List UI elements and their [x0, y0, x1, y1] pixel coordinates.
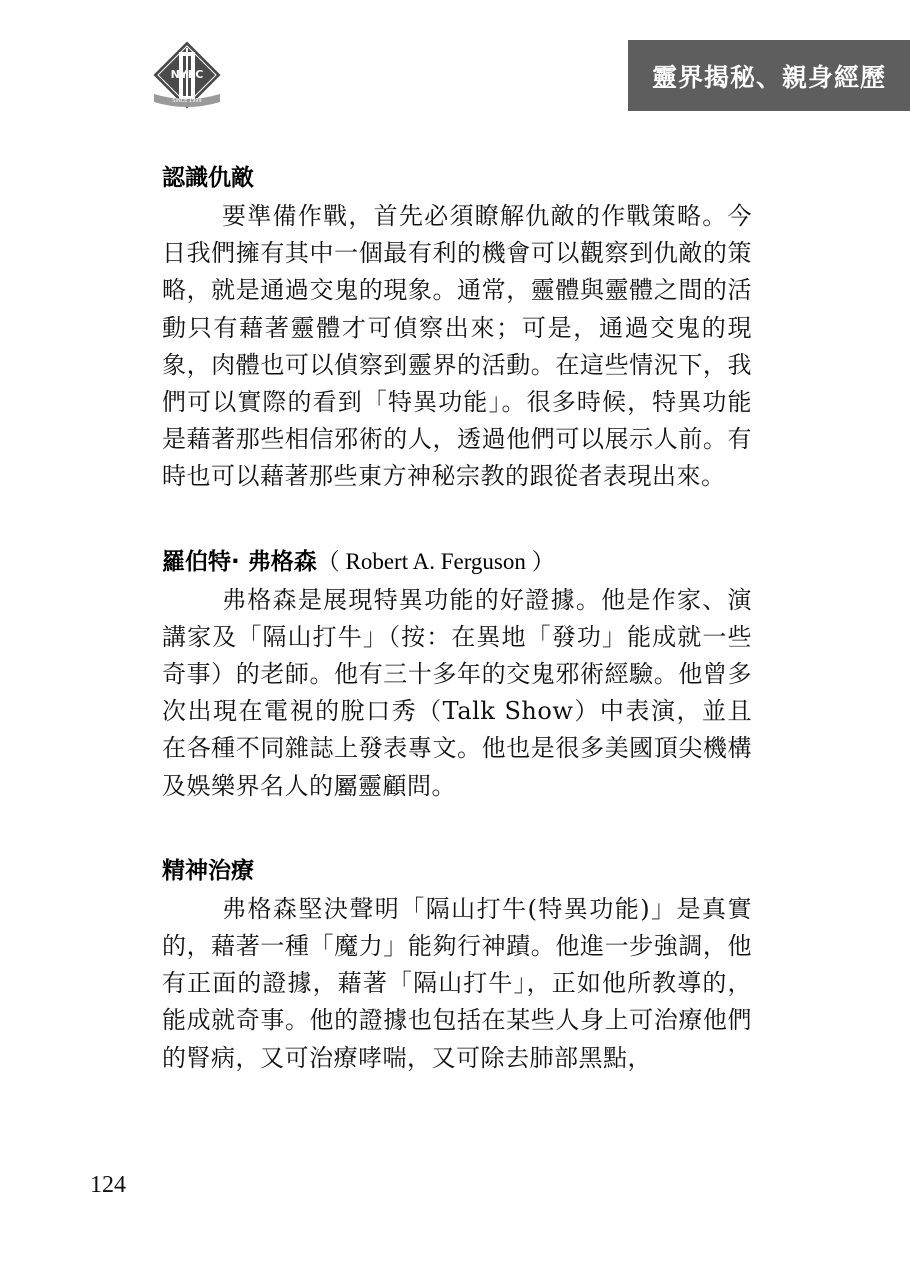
- section-body: 弗格森是展現特異功能的好證據。他是作家、演講家及「隔山打牛」（按：在異地「發功」能成就一些奇事）的老師。他有三十多年的交鬼邪術經驗。他曾多次出現在電視的脫口秀（Talk Show）中表演，並且在各種不同雜誌上發表專文。他也是很多美國頂尖機構及娛樂界名人的屬靈顧問。: [162, 585, 752, 800]
- nyec-logo: [148, 38, 226, 110]
- section-heading: 認識仇敵: [162, 165, 254, 191]
- section-know-enemy: [162, 158, 752, 496]
- page-number: 124: [90, 1172, 126, 1198]
- svg-text:NYEC: NYEC: [170, 68, 204, 81]
- section-body: 弗格森堅決聲明「隔山打牛(特異功能)」是真實的，藉著一種「魔力」能夠行神蹟。他進一步強調，他有正面的證據，藉著「隔山打牛」，正如他所教導的，能成就奇事。他的證據也包括在某些人身上可治療他們的腎病，又可治療哮喘，又可除去肺部黑點，: [162, 894, 752, 1072]
- section-body: 要準備作戰，首先必須瞭解仇敵的作戰策略。今日我們擁有其中一個最有利的機會可以觀察到仇敵的策略，就是通過交鬼的現象。通常，靈體與靈體之間的活動只有藉著靈體才可偵察出來；可是，通過交鬼的現象，肉體也可以偵察到靈界的活動。在這些情況下，我們可以實際的看到「特異功能」。很多時候，特異功能是藉著那些相信邪術的人，透過他們可以展示人前。有時也可以藉著那些東方神秘宗教的跟從者表現出來。: [162, 202, 752, 491]
- section-heading: 羅伯特· 弗格森（ Robert A. Ferguson ）: [162, 548, 555, 575]
- section-heading: 精神治療: [162, 857, 254, 884]
- chapter-title: 靈界揭秘、親身經歷: [628, 40, 910, 111]
- section-robert-ferguson: [162, 542, 752, 805]
- section-spiritual-healing: [162, 851, 752, 1077]
- svg-text:SINCE 1999: SINCE 1999: [172, 98, 202, 104]
- page-content: [162, 158, 752, 1123]
